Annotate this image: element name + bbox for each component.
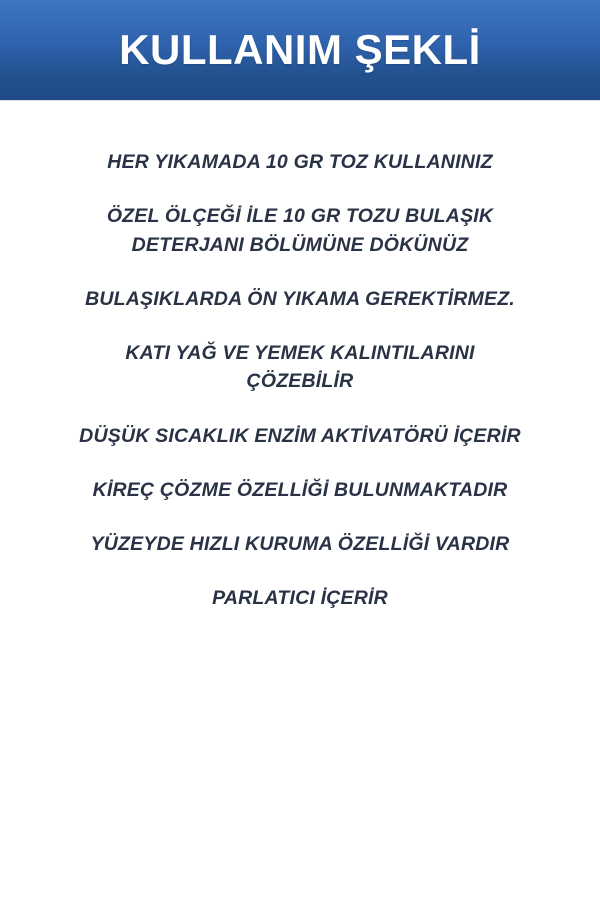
list-item: KATI YAĞ VE YEMEK KALINTILARINI ÇÖZEBİLİR <box>125 342 475 393</box>
list-item: KİREÇ ÇÖZME ÖZELLİĞİ BULUNMAKTADIR <box>92 478 508 501</box>
instructions-list <box>0 100 600 613</box>
list-item: PARLATICI İÇERİR <box>212 587 388 610</box>
header-banner <box>0 0 600 100</box>
list-item: YÜZEYDE HIZLI KURUMA ÖZELLİĞİ VARDIR <box>90 533 510 556</box>
page-title: KULLANIM ŞEKLİ <box>119 25 481 73</box>
list-item: ÖZEL ÖLÇEĞİ İLE 10 GR TOZU BULAŞIK DETERJANI BÖLÜMÜNE DÖKÜNÜZ <box>106 205 494 256</box>
list-item: DÜŞÜK SICAKLIK ENZİM AKTİVATÖRÜ İÇERİR <box>79 424 521 447</box>
list-item: BULAŞIKLARDA ÖN YIKAMA GEREKTİRMEZ. <box>85 287 515 310</box>
list-item: HER YIKAMADA 10 GR TOZ KULLANINIZ <box>107 151 493 173</box>
